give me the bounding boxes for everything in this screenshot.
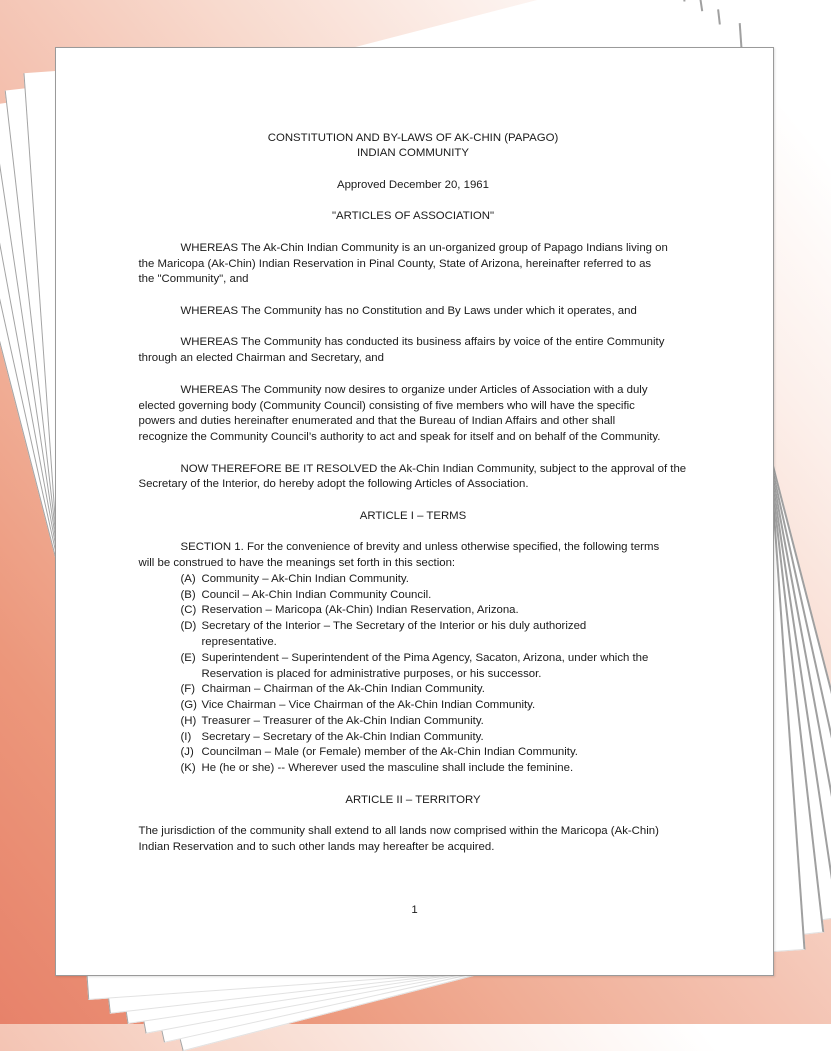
paragraph-line: recognize the Community Council’s authority to act and speak for itself and on behalf of the Community. [138,431,661,444]
paragraph-line: will be construed to have the meanings set forth in this section: [138,557,456,570]
term-text: Superintendent – Superintendent of the Pima Agency, Sacaton, Arizona, under which the [201,651,649,664]
preamble-paragraph [139,335,688,367]
term-item [139,651,688,667]
document-subtitle: "ARTICLES OF ASSOCIATION" [331,210,495,223]
term-text: Treasurer – Treasurer of the Ak-Chin Indian Community. [201,714,484,727]
term-item [139,730,688,746]
term-text: Councilman – Male (or Female) member of the Ak-Chin Indian Community. [201,746,578,759]
term-continuation [139,635,688,651]
term-continuation [139,667,688,683]
paragraph-line: the "Community", and [138,273,249,286]
paragraph-line: WHEREAS The Ak-Chin Indian Community is an un-organized group of Papago Indians living on [180,241,668,254]
term-item [139,745,688,761]
term-text: He (he or she) -- Wherever used the masculine shall include the feminine. [201,762,574,775]
term-label: (E) [180,651,196,664]
section-paragraph [139,540,688,572]
paragraph-line: Secretary of the Interior, do hereby adopt the following Articles of Association. [138,478,529,491]
term-text: representative. [201,636,277,648]
term-text: Council – Ak-Chin Indian Community Council. [201,588,432,601]
preamble-paragraph [139,304,688,320]
term-text: Reservation is placed for administrative purposes, or his successor. [201,667,542,680]
term-label: (C) [180,604,197,617]
paragraph-line: WHEREAS The Community has no Constitution and By Laws under which it operates, and [180,304,637,317]
document-title: INDIAN COMMUNITY [356,147,469,160]
term-item [139,698,688,714]
term-item [139,714,688,730]
term-label: (J) [180,746,194,759]
term-label: (F) [180,683,196,696]
document-title: CONSTITUTION AND BY-LAWS OF AK-CHIN (PAPAGO) [267,131,559,144]
paragraph-line: the Maricopa (Ak-Chin) Indian Reservation in Pinal County, State of Arizona, hereinafter referred to as [138,257,652,270]
term-label: (D) [180,620,197,633]
paragraph-line: powers and duties hereinafter enumerated and that the Bureau of Indian Affairs and other shall [138,415,616,428]
document-body [139,131,688,856]
term-text: Chairman – Chairman of the Ak-Chin Indian Community. [201,683,485,696]
paragraph-line: NOW THEREFORE BE IT RESOLVED the Ak-Chin Indian Community, subject to the approval of the [180,462,687,475]
paragraph-line: WHEREAS The Community has conducted its business affairs by voice of the entire Community [180,336,665,349]
preamble-paragraph [139,241,688,288]
paragraph-line: through an elected Chairman and Secretary, and [138,352,384,365]
term-text: Reservation – Maricopa (Ak-Chin) Indian Reservation, Arizona. [201,604,519,617]
preamble-paragraph [139,383,688,446]
term-text: Secretary – Secretary of the Ak-Chin Indian Community. [201,730,484,743]
document-page [55,47,774,976]
term-label: (G) [180,699,197,712]
page-number: 1 [411,904,418,916]
term-label: (B) [180,588,196,601]
term-text: Community – Ak-Chin Indian Community. [201,572,409,585]
term-item [139,682,688,698]
resolution-paragraph [139,462,688,494]
term-text: Secretary of the Interior – The Secretary of the Interior or his duly authorized [201,620,587,633]
paragraph-line: WHEREAS The Community now desires to organize under Articles of Association with a duly [180,383,648,396]
article-heading: ARTICLE II – TERRITORY [345,793,481,806]
paragraph-line: SECTION 1. For the convenience of brevity and unless otherwise specified, the following terms [180,541,660,554]
paragraph-line: Indian Reservation and to such other lands may hereafter be acquired. [138,840,495,853]
paragraph-line: The jurisdiction of the community shall extend to all lands now comprised within the Maricopa (Ak-Chin) [138,825,659,838]
approval-date: Approved December 20, 1961 [337,178,489,191]
terms-list [139,572,688,777]
article-heading: ARTICLE I – TERMS [359,509,467,522]
term-item [139,588,688,604]
term-item [139,603,688,619]
paragraph-line: elected governing body (Community Council) consisting of five members who will have the specific [138,399,635,412]
term-label: (H) [180,714,197,727]
term-item [139,619,688,635]
term-text: Vice Chairman – Vice Chairman of the Ak-Chin Indian Community. [201,699,536,712]
term-label: (K) [180,762,196,775]
term-label: (I) [180,730,192,743]
term-label: (A) [180,572,196,585]
term-item [139,572,688,588]
term-item [139,761,688,777]
territory-paragraph [139,824,688,856]
